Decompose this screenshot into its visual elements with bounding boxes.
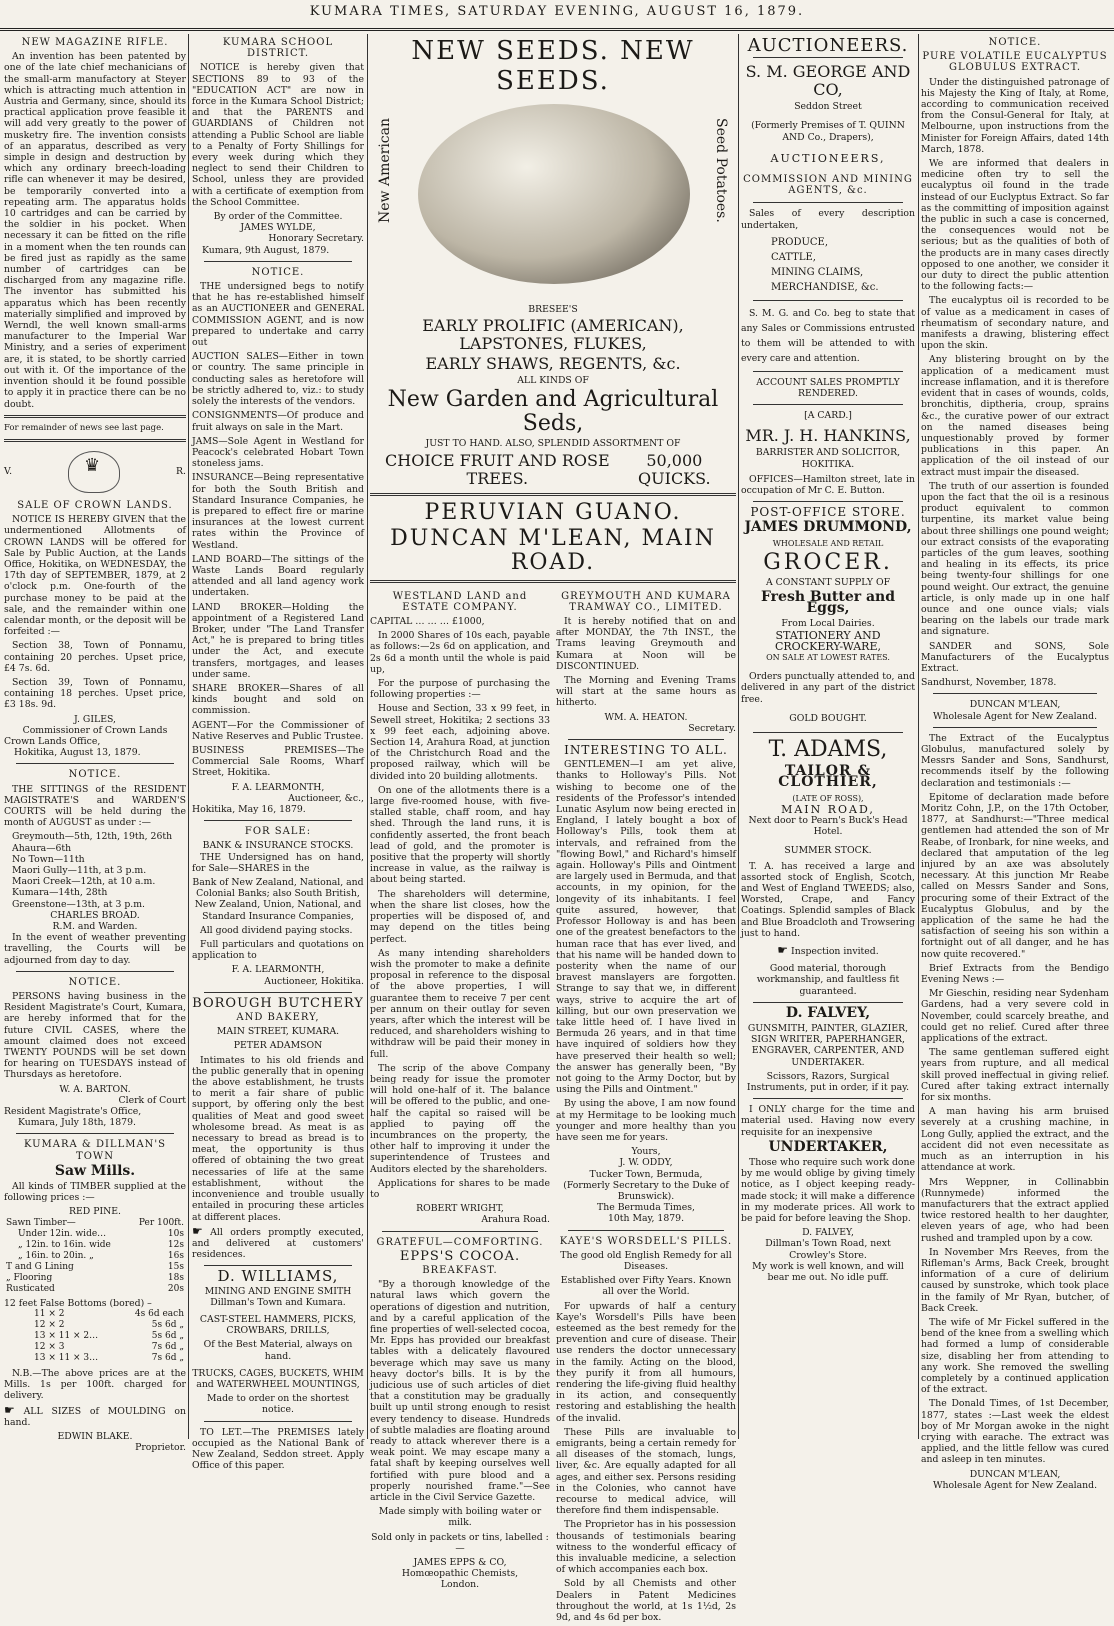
grocer-gold: GOLD BOUGHT. <box>789 712 867 724</box>
mclean-heading: DUNCAN M'LEAN, MAIN ROAD. <box>390 525 716 575</box>
grocer-dairies: From Local Dairies. <box>781 618 875 630</box>
table-cell: „ 12in. to 16in. wide <box>18 1239 111 1250</box>
moulding-text: ALL SIZES of MOULDING on hand. <box>4 1405 186 1428</box>
agent-name: DUNCAN M'LEAN, <box>969 699 1061 711</box>
westland-properties: House and Section, 33 x 99 feet, in Sewell street, Hokitika; 2 sections 33 x 99 feet each, adjoining above. Section 14, Arahura Road, at junction of the Christchurch Road and the proposed railway, which will be divided into 20 building allotments. <box>370 703 550 782</box>
eucalyptus-signature: SANDER and SONS, Sole Manufacturers of the Eucalyptus Extract. <box>921 640 1109 674</box>
school-heading: KUMARA SCHOOL DISTRICT. <box>222 37 334 60</box>
table-cell: „ Flooring <box>6 1272 53 1283</box>
column-rule <box>367 34 368 1439</box>
agent-item: BUSINESS PREMISES—The Commercial Sale Rooms, Wharf Street, Hokitika. <box>192 744 364 779</box>
signature-place: Tucker Town, Bermuda, <box>589 1168 703 1180</box>
divider <box>753 404 903 405</box>
tailor-late: (LATE OF ROSS), <box>792 793 864 803</box>
tramway-body: The Morning and Evening Trams will start at the same hours as hitherto. <box>556 675 736 709</box>
table-cell: 18s <box>167 1272 184 1283</box>
sawmill-subhead: RED PINE. <box>69 1206 121 1218</box>
table-cell: 11 × 2 <box>34 1308 65 1319</box>
signature: F. A. LEARMONTH, <box>231 964 325 976</box>
account-sales: ACCOUNT SALES PROMPTLY RENDERED. <box>756 376 900 400</box>
table-row <box>4 1342 186 1353</box>
signature: J. GILES, <box>74 713 116 725</box>
eucalyptus-paragraph: In November Mrs Reeves, from the Rifleman's Arms, Back Creek, brought information of a cure of delirium caused by sunstroke, which took place in the family of Mr Ryan, butcher, of Back Creek. <box>921 1246 1109 1314</box>
grocer-stationery: STATIONERY AND CROCKERY-WARE, <box>774 628 881 653</box>
eucalyptus-paragraph: The truth of our assertion is founded upon the fact that the oil is a resinous product equivalent to common turpentine, its market value being about three shillings one pound weight; our extract consists of the evaporating particles of the gum leaves, soothing and healing in its effects, its price being twenty-four shillings for one pound weight. Our extract, the genuine article, is only made up in one half ounce and one ounce vials; vials bearing on the labels our trade mark and signature. <box>921 480 1109 638</box>
divider <box>753 732 903 733</box>
tramway-body: It is hereby notified that on and after MONDAY, the 7th INST., the Trams leaving Greymouth and Kumara at Noon will be DISCONTINUED. <box>556 616 736 672</box>
seeds-fruit-trees: CHOICE FRUIT AND ROSE TREES. <box>385 450 610 488</box>
agent-item: INSURANCE—Being representative for both the South British and Standard Insurance Companies, he is prepared to effect fire or marine insurances at the lowest current rates within the Province of Westland. <box>192 472 364 551</box>
smith-items-note: Made to order on the shortest notice. <box>207 1393 349 1416</box>
divider <box>753 300 903 301</box>
table-row <box>4 1240 186 1251</box>
forsale-body: THE Undersigned has on hand, for Sale—SHARES in the <box>192 851 364 874</box>
auctioneer-list <box>771 235 915 295</box>
seeds-left-label: New American <box>377 118 393 224</box>
vr-r: R. <box>176 466 186 478</box>
westland-paragraph: The scrip of the above Company being ready for issue the promoter will hold one-half of it. The balance will be offered to the public, and one-half the capital so raised will be applied to paying off the incumbrances on the property, the other half to improving it under the superintendence of Trustees and Auditors elected by the shareholders. <box>370 1062 550 1175</box>
auctioneer-sales: Sales of every description undertaken, <box>741 208 915 231</box>
remainder-note: For remainder of news see last page. <box>4 422 164 433</box>
sawmill-heading: KUMARA & DILLMAN'S TOWN <box>23 1139 167 1162</box>
divider <box>382 1231 538 1232</box>
butchery-address: MAIN STREET, KUMARA. <box>216 1026 340 1038</box>
table-cell: 5s 6d „ <box>151 1330 184 1341</box>
crown-lands-heading: SALE OF CROWN LANDS. <box>17 499 173 511</box>
interesting-heading: INTERESTING TO ALL. <box>564 743 728 758</box>
table-row <box>4 1251 186 1262</box>
signature-title: Clerk of Court <box>118 1094 186 1106</box>
tailor-name: T. ADAMS, <box>768 737 888 763</box>
seeds-heading: NEW SEEDS. NEW SEEDS. <box>411 36 695 96</box>
divider <box>753 501 903 502</box>
price-table <box>4 1218 186 1295</box>
vr-v: V. <box>4 466 13 478</box>
butchery-subheading: AND BAKERY, <box>236 1012 320 1024</box>
signature-title: R.M. and Warden. <box>52 921 138 933</box>
tailor-road: MAIN ROAD, <box>781 802 875 816</box>
auctioneer-note: S. M. G. and Co. beg to state that any Sales or Commissions entrusted to them will be attended to with every care and attention. <box>741 307 915 364</box>
falvey-undertaker: UNDERTAKER, <box>768 1138 888 1155</box>
eucalyptus-paragraph: The Extract of the Eucalyptus Globulus, manufactured solely by Messrs Sander and Sons, Sandhurst, recommends itself by the following declaration and testimonials :— <box>921 732 1109 789</box>
smith-items: CAST-STEEL HAMMERS, PICKS, CROWBARS, DRILLS, <box>199 1313 357 1337</box>
seeds-line: JUST TO HAND. ALSO, SPLENDID ASSORTMENT OF <box>425 438 681 450</box>
signature-title: Secretary. <box>688 722 736 734</box>
westland-paragraph: On one of the allotments there is a large five-roomed house, with five-stalled stable, chaff room, and hay shed. Through the land runs, it is confidently asserted, the front beach lead of gold, and the promoter is positive that the property will shortly increase in value, as the railway is about being started. <box>370 784 550 886</box>
divider <box>568 1230 724 1231</box>
butchery-owner: PETER ADAMSON <box>233 1040 323 1052</box>
signature-title: Auctioneer, &c., <box>288 792 364 804</box>
solicitor-title: BARRISTER AND SOLICITOR, <box>755 447 901 459</box>
falvey-body: Those who require such work done by me would oblige by giving timely notice, as I object keeping ready-made stock; it will make a difference in my moderate prices. All work to be paid for before leaving the Shop. <box>741 1156 915 1224</box>
sawmill-title: Saw Mills. <box>54 1162 136 1179</box>
tramway-and-pills-ads <box>556 588 736 1626</box>
smith-subheading: MINING AND ENGINE SMITH <box>204 1285 352 1297</box>
forsale-list: Bank of New Zealand, National, and Colonial Banks; also South British, New Zealand, Union, National, and Standard Insurance Companies, <box>192 877 364 922</box>
divider <box>753 1098 903 1099</box>
seeds-quicks: 50,000 QUICKS. <box>638 450 711 488</box>
auctioneer-role: COMMISSION AND MINING AGENTS, &c. <box>743 174 913 197</box>
signature-title: Homœopathic Chemists, <box>401 1568 519 1580</box>
epps-tagline: GRATEFUL—COMFORTING. <box>376 1236 544 1248</box>
kaye-paragraph: For upwards of half a century Kaye's Worsdell's Pills have been esteemed as the best remedy for the prevention and cure of disease. Their use renders the doctor unnecessary in the family. Acting on the blood, they purify it from all humours, rendering the life-giving fluid healthy in its action, and consequently restoring and establishing the health of the invalid. <box>556 1300 736 1424</box>
divider <box>4 415 186 418</box>
notice-footnote: In the event of weather preventing travelling, the Courts will be adjourned from day to day. <box>4 932 186 966</box>
auctioneer-street: Seddon Street <box>794 101 862 113</box>
rifle-article: An invention has been patented by one of the late chief mechanicians of the small-arm manufactory at Steyer which is attracting much attention in Austria and Germany, since, should its practical application prove feasible it will add very greatly to the power of musketry fire. The invention consists of an apparatus, described as very simple in design and destruction by which any ordinary breech-loading rifle can whenever it may be desired, be temporarily converted into a repeating arm. The apparatus holds 10 cartridges and can be carried by the soldier in his pocket. When necessary it can be fitted on the rifle in a moment when the ten rounds can be fired just as rapidly as the same number of cartridges can be discharged from any magazine rifle. The inventor has submitted his apparatus which has been recently materially simplified and improved by Werndl, the well known small-arms manufacturer to the Imperial War Ministry, and a series of experiment are, it is stated, to be shortly carried out with it. Of the importance of the invention should it be found possible to apply it in practice there can be no doubt. <box>4 51 186 410</box>
card-label: [A CARD.] <box>804 410 852 422</box>
butchery-heading: BOROUGH BUTCHERY <box>192 995 364 1011</box>
signature: D. FALVEY, <box>802 1227 854 1239</box>
seeds-right-label: Seed Potatoes. <box>713 118 729 223</box>
signature: EDWIN BLAKE. <box>57 1430 133 1442</box>
signature: W. A. BARTON. <box>59 1083 131 1095</box>
epps-heading: EPPS'S COCOA. <box>399 1248 521 1264</box>
price-table <box>4 1309 186 1364</box>
signature: JAMES WYLDE, <box>240 222 316 234</box>
school-body: NOTICE is hereby given that SECTIONS 89 to 93 of the "EDUCATION ACT" are now in force in the Kumara School District; and that the PARENTS and GUARDIANS of Children not attending a Public School are liable to a Penalty of Forty Shillings for every week during which they neglect to send their Children to School, unless they are provided with a certificate of exemption from the School Committee. <box>192 62 364 208</box>
table-cell: 12s <box>167 1239 184 1250</box>
to-let-notice: TO LET.—The PREMISES lately occupied as the National Bank of New Zealand, Seddon street. Apply Office of this paper. <box>192 1426 364 1472</box>
column-3 <box>370 34 736 1624</box>
tailor-inspection <box>741 942 915 957</box>
signature-office: Crown Lands Office, <box>4 735 101 747</box>
list-item: Ahaura—6th <box>12 842 72 854</box>
grocer-butter: Fresh Butter and Eggs, <box>760 589 896 617</box>
table-row <box>4 1331 186 1342</box>
list-item: PRODUCE, <box>771 236 829 248</box>
westland-paragraph: As many intending shareholders wish the promoter to make a definite proposal in reference to the disposal of the above properties, I will guarantee them to receive 7 per cent per annum on their outlay for seven years, after which the interest will be reduced, and shareholders wishing to withdraw will be paid their money in full. <box>370 947 550 1060</box>
divider <box>753 202 903 203</box>
divider <box>753 371 903 372</box>
eucalyptus-paragraph: Under the distinguished patronage of his Majesty the King of Italy, at Rome, according to communication received from the Consul-General for Italy, at Melbourne, upon instructions from the Minister for Foreign Affairs, dated 14th March, 1878. <box>921 76 1109 155</box>
eucalyptus-paragraph: The same gentleman suffered eight years from rupture, and all medical skill proved ineffectual in giving relief. Cured after taking extract internally for six months. <box>921 1047 1109 1104</box>
agent-title: Wholesale Agent for New Zealand. <box>932 1479 1098 1491</box>
list-item: CATTLE, <box>771 251 816 263</box>
eucalyptus-paragraph: Epitome of declaration made before Moritz Cohn, J.P., on the 17th October, 1877, at Sandhurst:—"Three medical gentlemen had attended the son of Mr Reabe, of Ironbark, for nine weeks, and declared that amputation of the leg injured by an axe was absolutely necessary. At this junction Mr Reabe called on Messrs Sander and Sons, procuring some of their Extract of the Eucalyptus Globulus, and by the application of the same he had the satisfaction of seeing his son within a fortnight out of all danger, and he has now quite recovered." <box>921 791 1109 960</box>
grocer-name: JAMES DRUMMOND, <box>744 519 912 536</box>
kaye-paragraph: These Pills are invaluable to emigrants, being a certain remedy for all diseases of the stomach, lungs, liver, &c. Are equally adapted for all ages, and either sex. Persons residing in the Colonies, who cannot have recourse to medical advice, will therefore find them indispensable. <box>556 1426 736 1517</box>
two-column-block <box>370 588 736 1626</box>
list-item: No Town—11th <box>12 853 85 865</box>
crown-section-39: Section 39, Town of Ponnamu, containing 18 perches. Upset price, £3 18s. 9d. <box>4 676 186 711</box>
seeds-line: New Garden and Agricultural Seds, <box>387 387 719 437</box>
agent-title: Wholesale Agent for New Zealand. <box>932 710 1098 722</box>
column-5 <box>921 34 1109 1491</box>
signature-date: Hokitika, August 13, 1879. <box>14 747 141 759</box>
notice-body: THE SITTINGS of the RESIDENT MAGISTRATE'S and WARDEN'S COURTS will be held during the month of AUGUST as under :— <box>4 783 186 829</box>
notice-heading: NOTICE. <box>68 976 122 988</box>
pointing-hand-icon: ☛ <box>777 942 789 957</box>
sawmill-note: N.B.—The above prices are at the Mills. 1s per 100ft. charged for delivery. <box>4 1367 186 1402</box>
smith-items: TRUCKS, CAGES, BUCKETS, WHIM and WATERWHEEL MOUNTINGS, <box>192 1367 364 1390</box>
potato-icon <box>418 104 690 284</box>
signature: ROBERT WRIGHT, <box>416 1203 504 1215</box>
divider <box>16 763 174 764</box>
table-cell: 13 × 11 × 3… <box>34 1352 99 1363</box>
westland-heading: WESTLAND LAND and ESTATE COMPANY. <box>392 590 528 613</box>
table-cell: Per 100ft. <box>138 1217 184 1228</box>
column-4 <box>741 34 915 1439</box>
agent-item: AUCTION SALES—Either in town or country. The same principle in conducting sales as heretofore will be strictly adhered to, viz.: to study solely the interests of the vendors. <box>192 351 364 408</box>
forsale-heading: FOR SALE: <box>244 826 312 838</box>
tailor-next: Next door to Pearn's Buck's Head Hotel. <box>748 814 908 838</box>
table-cell: Rusticated <box>6 1283 55 1294</box>
signature-line: By order of the Committee. <box>213 211 343 223</box>
eucalyptus-paragraph: The wife of Mr Fickel suffered in the bend of the knee from a swelling which had formed a lump of considerable size, disabling her from attending to any work. She removed the swelling completely by a continued application of the extract. <box>921 1316 1109 1396</box>
eucalyptus-paragraph: Mrs Weppner, in Collinabbin (Runnymede) informed the manufacturers that the extract applied twice restored health to her daughter, eleven years of age, who had been rushed and trampled upon by a cow. <box>921 1176 1109 1244</box>
divider <box>204 820 352 821</box>
westland-paragraph: Applications for shares to be made to <box>370 1177 550 1200</box>
epps-subheading: BREAKFAST. <box>422 1264 498 1276</box>
divider <box>204 992 352 993</box>
tailor-summer: SUMMER STOCK. <box>784 845 872 857</box>
interesting-body: GENTLEMEN—I am yet alive, thanks to Holloway's Pills. Not wishing to become one of the residents of the Professor's intended Lunatic Asylum now being erected in England, I lately bought a box of Holloway's Pills, took them at intervals, and refrained from the "flowing Bowl," and Richard's himself again. Holloway's Pills and Ointment are largely used in Bermuda, and that accounts, in my opinion, for the longevity of its inhabitants. I feel quite assured, however, that Professor Holloway is and has been one of the greatest benefactors to the human race that has ever lived, and that his name will be handed down to posterity when the name of our bravest manslayers are forgotten. Strange to say that we, in different ways, strive to acquire the art of killing, but our own preservation we take little heed of. I have lived in Bermuda 26 years, and in that time have inquired of soldiers how they have preserved their health so well; the answer has generally been, "By not going to the Army Doctor, but by using the Pills and Ointment." <box>556 759 736 1096</box>
table-cell: 16s <box>167 1250 184 1261</box>
signature-title: Arahura Road. <box>481 1214 550 1226</box>
notice-heading: NOTICE. <box>251 266 305 278</box>
falvey-footer: My work is well known, and will bear me out. No idle puff. <box>752 1260 904 1284</box>
signature: WM. A. HEATON. <box>604 711 688 723</box>
divider <box>933 727 1097 728</box>
divider <box>204 261 352 262</box>
butchery-footer-text: All orders promptly executed, and delivered at customers' residences. <box>192 1226 364 1261</box>
signature-date: 10th May, 1879. <box>607 1213 685 1225</box>
table-cell: 20s <box>167 1283 184 1294</box>
table-row <box>4 1284 186 1295</box>
signature-source: The Bermuda Times, <box>597 1202 695 1214</box>
signature-line: Yours, <box>631 1146 661 1158</box>
divider <box>204 1265 352 1266</box>
table-cell: 7s 6d „ <box>151 1341 184 1352</box>
pointing-hand-icon: ☛ <box>192 1223 203 1238</box>
column-rule <box>738 34 739 1439</box>
auctioneer-role: AUCTIONEERS, <box>770 151 886 165</box>
butchery-body: Intimates to his old friends and the public generally that in opening the above establishment, he trusts to merit a fair share of public support, by offering only the best qualities of Meat and good sweet wholesome bread. As meat is as necessary to bread as bread is to meat, the opportunity is thus offered of obtaining the two great necessaries of life at the same establishment, without the inconvenience and trouble usually entailed in procuring these articles at different places. <box>192 1054 364 1223</box>
tailor-trade: TAILOR & CLOTHIER, <box>778 763 878 791</box>
sittings-list <box>4 831 186 909</box>
signature-title: Proprietor. <box>135 1442 186 1454</box>
column-rule <box>188 34 189 1439</box>
westland-paragraph: The shareholders will determine, when the share list closes, how the properties will be disposed of, and may depend on the titles being perfect. <box>370 888 550 945</box>
sawmill-intro: All kinds of TIMBER supplied at the following prices :— <box>4 1181 186 1204</box>
crown-section-38: Section 38, Town of Ponnamu, containing 20 perches. Upset price, £4 7s. 6d. <box>4 640 186 674</box>
table-cell: 12 × 2 <box>34 1319 65 1330</box>
smith-location: Dillman's Town and Kumara. <box>210 1296 346 1308</box>
solicitor-offices: OFFICES—Hamilton street, late in occupation of Mr C. E. Button. <box>741 473 915 497</box>
list-item: MERCHANDISE, &c. <box>771 281 879 293</box>
agent-item: LAND BOARD—The sittings of the Waste Lands Board regularly attended and all land agency work undertaken. <box>192 553 364 599</box>
notice-body: PERSONS having business in the Resident Magistrate's Court, Kumara, are hereby informed that for the future CIVIL CASES, where the amount claimed does not exceed TWENTY POUNDS will be set down for hearing on TUESDAYS instead of Thursdays as heretofore. <box>4 991 186 1081</box>
kaye-established: Established over Fifty Years. Known all over the World. <box>560 1275 732 1298</box>
divider <box>16 1133 174 1134</box>
divider <box>933 693 1097 694</box>
westland-body: In 2000 Shares of 10s each, payable as follows:—2s 6d on application, and 2s 6d a month until the whole is paid up, <box>370 630 550 675</box>
eucalyptus-heading: PURE VOLATILE EUCALYPTUS GLOBULUS EXTRACT. <box>922 51 1108 74</box>
masthead: KUMARA TIMES, SATURDAY EVENING, AUGUST 16, 1879. <box>0 0 1114 31</box>
seed-potato-illustration <box>376 98 730 298</box>
westland-purpose: For the purpose of purchasing the following properties :— <box>370 678 550 701</box>
westland-ad <box>370 588 550 1626</box>
divider <box>4 439 186 442</box>
list-item: Greenstone—13th, at 3 p.m. <box>12 898 145 910</box>
table-row <box>4 1218 186 1229</box>
table-cell: 4s 6d each <box>134 1308 184 1319</box>
crown-lands-body: NOTICE IS HEREBY GIVEN that the undermentioned Allotments of CROWN LANDS will be offered for Sale by Public Auction, at the Lands Office, Hokitika, on WEDNESDAY, the 17th day of SEPTEMBER, 1879, at 2 o'clock p.m. One-fourth of the purchase money to be paid at the sale, and the remainder within one calendar month, or the deposit will be forfeited :— <box>4 514 186 638</box>
signature: F. A. LEARMONTH, <box>231 781 325 793</box>
divider <box>370 580 736 583</box>
signature-title: (Formerly Secretary to the Duke of Brunswick). <box>563 1179 729 1202</box>
table-row <box>4 1273 186 1284</box>
signature: J. W. ODDY, <box>619 1157 673 1169</box>
table-cell: 5s 6d „ <box>151 1319 184 1330</box>
grocer-trade: WHOLESALE AND RETAIL <box>772 538 884 548</box>
signature: JAMES EPPS & CO, <box>413 1557 507 1569</box>
auctioneers-heading: AUCTIONEERS. <box>747 35 909 56</box>
epps-sold: Sold only in packets or tins, labelled :— <box>371 1531 549 1554</box>
eucalyptus-paragraph: Any blistering brought on by the application of a medicament must increase inflamation, and it is therefore evident that in cases of wounds, colds, bronchitis, diptheria, croup, sprains &c., the curative power of our extract on the named diseases being unquestionably proved by former publications in this paper. An application of the oil instead of our extract must impair the diseased. <box>921 354 1109 478</box>
column-2 <box>192 34 364 1472</box>
grocer-orders: Orders punctually attended to, and delivered in any part of the district free. <box>741 671 915 705</box>
table-row <box>4 1320 186 1331</box>
auctioneer-name: S. M. GEORGE AND CO, <box>745 62 911 100</box>
guano-heading: PERUVIAN GUANO. <box>424 499 682 525</box>
falvey-name: D. FALVEY, <box>785 1004 871 1021</box>
signature-date: Kumara, July 18th, 1879. <box>18 1117 136 1129</box>
agent-item: JAMS—Sole Agent in Westland for Peacock's celebrated Hobart Town stoneless jams. <box>192 435 364 470</box>
forsale-subheading: BANK & INSURANCE STOCKS. <box>202 840 354 852</box>
column-1 <box>4 34 186 1454</box>
auctioneer-former: (Formerly Premises of T. QUINN AND Co., Drapers), <box>751 120 905 143</box>
signature: CHARLES BROAD. <box>50 909 140 921</box>
royal-crest-icon <box>68 451 120 493</box>
grocer-heading: GROCER. <box>763 549 893 575</box>
signature-date: Hokitika, May 16, 1879. <box>192 804 306 815</box>
eucalyptus-paragraph: The Donald Times, of 1st December, 1877, states :—Last week the eldest boy of Mr Morgan awoke in the night crying with earache. The extract was applied, and the little fellow was cured and asleep in ten minutes. <box>921 1398 1109 1466</box>
list-item: Maori Gully—11th, at 3 p.m. <box>12 865 147 876</box>
kaye-paragraph: Sold by all Chemists and other Dealers in Patent Medicines throughout the world, at 1s 1½d, 2s 9d, and 4s 6d per box. <box>556 1578 736 1624</box>
butchery-footer <box>192 1223 364 1261</box>
falvey-trades: GUNSMITH, PAINTER, GLAZIER, SIGN WRITER, PAPERHANGER, ENGRAVER, CARPENTER, AND UNDERTAKER. <box>747 1022 909 1068</box>
signature-address: Dillman's Town Road, next Crowley's Store. <box>765 1238 891 1261</box>
table-cell: 13 × 11 × 2… <box>34 1330 99 1341</box>
divider <box>753 1002 903 1003</box>
seeds-line: EARLY PROLIFIC (AMERICAN), LAPSTONES, FLUKES, <box>422 316 684 354</box>
table-row <box>4 1309 186 1320</box>
list-item: Maori Creek—12th, at 10 a.m. <box>12 876 156 888</box>
seeds-line: BRESEE'S <box>528 304 578 315</box>
post-office-heading: POST-OFFICE STORE. <box>750 505 906 520</box>
divider <box>204 1421 352 1422</box>
grocer-supply: A CONSTANT SUPPLY OF <box>765 576 891 588</box>
tailor-body: T. A. has received a large and assorted stock of English, Scotch, and West of England TWEEDS; also, Worsted, Crape, and Fancy Coatings. Splendid samples of Black and Blue Broadcloth and Trowsering just to hand. <box>741 860 915 939</box>
table-row <box>4 1262 186 1273</box>
eucalyptus-paragraph: The eucalyptus oil is recorded to be of value as a medicament in cases of rheumatism of secondary nature, and manifests a drawing, blistering effect upon the skin. <box>921 295 1109 352</box>
eucalyptus-paragraph: Mr Gieschin, residing near Sydenham Gardens, had a very severe cold in November, could scarcely breathe, and could get no relief. Cured after three applications of the extract. <box>921 988 1109 1045</box>
eucalyptus-paragraph: A man having his arm bruised severely at a crushing machine, in Long Gully, applied the extract, and the accident did not even necessitate as much as an interruption in his attendance at work. <box>921 1106 1109 1174</box>
column-rule <box>918 34 919 1439</box>
divider <box>16 971 174 972</box>
table-cell: 12 × 3 <box>34 1341 65 1352</box>
table-cell: Under 12in. wide… <box>18 1228 107 1239</box>
eucalyptus-date: Sandhurst, November, 1878. <box>921 677 1057 689</box>
signature-title: Auctioneer, Hokitika. <box>264 975 364 987</box>
notice-heading: NOTICE. <box>988 37 1042 48</box>
epps-body: "By a thorough knowledge of the natural laws which govern the operations of digestion and nutrition, and by a careful application of the fine properties of well-selected cocoa, Mr. Epps has provided our breakfast tables with a delicately flavoured beverage which may save us many heavy doctor's bills. It is by the judicious use of such articles of diet that a constitution may be gradually built up until strong enough to resist every tendency to disease. Hundreds of subtle maladies are floating around ready to attack wherever there is a weak point. We may escape many a fatal shaft by keeping ourselves well fortified with pure blood and a properly nourished frame."—See article in the Civil Service Gazette. <box>370 1279 550 1504</box>
signature-place: London. <box>440 1579 480 1591</box>
epps-made: Made simply with boiling water or milk. <box>378 1506 542 1529</box>
pointing-hand-icon: ☛ <box>4 1402 15 1417</box>
smith-heading: D. WILLIAMS, <box>217 1267 339 1286</box>
interesting-body: By using the above, I am now found at my Hermitage to be looking much younger and more healthy than you have seen me for years. <box>556 1098 736 1143</box>
table-cell: 7s 6d „ <box>151 1352 184 1363</box>
forsale-particulars: Full particulars and quotations on application to <box>192 939 364 962</box>
divider <box>568 739 724 740</box>
table-cell: 15s <box>167 1261 184 1272</box>
agent-item: CONSIGNMENTS—Of produce and fruit always on sale in the Mart. <box>192 410 364 433</box>
table-cell: „ 16in. to 20in. „ <box>18 1250 94 1261</box>
table-cell: Sawn Timber— <box>6 1217 76 1228</box>
table-cell: 10s <box>167 1228 184 1239</box>
seeds-line: EARLY SHAWS, REGENTS, &c. <box>425 354 681 374</box>
table-row <box>4 1353 186 1364</box>
kaye-tagline: The good old English Remedy for all Diseases. <box>560 1249 732 1272</box>
forsale-dividend: All good dividend paying stocks. <box>200 924 353 936</box>
divider <box>370 493 736 496</box>
agent-name: DUNCAN M'LEAN, <box>969 1468 1061 1480</box>
list-item: Kumara—14th, 28th <box>12 887 108 899</box>
signature-title: Commissioner of Crown Lands <box>22 724 168 736</box>
kaye-paragraph: The Proprietor has in his possession thousands of testimonials bearing witness to the wonderful efficacy of this invaluable medicine, a selection of which accompanies each box. <box>556 1519 736 1576</box>
seeds-line <box>370 452 736 488</box>
table-row <box>4 1229 186 1240</box>
sawmill-moulding <box>4 1402 186 1428</box>
rifle-heading: NEW MAGAZINE RIFLE. <box>21 37 169 48</box>
signature-office: Resident Magistrate's Office, <box>4 1106 142 1118</box>
agent-item: AGENT—For the Commissioner of Native Reserves and Public Trustee. <box>192 719 364 742</box>
agent-item: LAND BROKER—Holding the appointment of a Registered Land Broker, under "The Land Transfer Act," he is prepared to bring titles under the Act, and execute transfers, mortgages, and leases under same. <box>192 601 364 680</box>
falvey-only: I ONLY charge for the time and material used. Having now every requisite for an inexpensive <box>741 1104 915 1138</box>
grocer-rates: ON SALE AT LOWEST RATES. <box>766 653 890 663</box>
eucalyptus-paragraph: Brief Extracts from the Bendigo Evening News :— <box>921 962 1109 986</box>
signature-date: Kumara, 9th August, 1879. <box>202 244 330 256</box>
table-cell: T and G Lining <box>6 1261 74 1272</box>
seeds-line: ALL KINDS OF <box>517 375 589 387</box>
falvey-instruments: Scissors, Razors, Surgical Instruments, put in order, if it pay. <box>746 1070 910 1093</box>
kaye-heading: KAYE'S WORSDELL'S PILLS. <box>559 1235 733 1247</box>
signature-title: Honorary Secretary. <box>268 233 364 245</box>
agent-body: THE undersigned begs to notify that he has re-established himself as an AUCTIONEER and GENERAL COMMISSION AGENT, and is now prepared to undertake and carry out <box>192 281 364 349</box>
westland-capital: CAPITAL … … … £1000, <box>370 616 485 628</box>
divider <box>753 57 903 58</box>
solicitor-town: HOKITIKA. <box>801 458 855 470</box>
tailor-inspection-text: Inspection invited. <box>791 945 879 957</box>
list-item: Greymouth—5th, 12th, 19th, 26th <box>12 831 173 843</box>
notice-heading: NOTICE. <box>68 769 122 781</box>
sawmill-bottoms-label: 12 feet False Bottoms (bored) – <box>4 1297 152 1309</box>
agent-item: SHARE BROKER—Shares of all kinds bought and sold on commission. <box>192 682 364 717</box>
eucalyptus-paragraph: We are informed that dealers in medicine often try to sell the eucalyptus oil found in the trade instead of our Euclyptus Extract. So far as the committing of imposition against the public in such a case is concerned, the consequences would not be serious; but as the qualities of both of the products are in many cases directly opposed to one another, we consider it our duty to direct the public attention to the following facts:— <box>921 158 1109 293</box>
list-item: MINING CLAIMS, <box>771 266 864 278</box>
tramway-heading: GREYMOUTH AND KUMARA TRAMWAY CO., LIMITED. <box>561 590 731 613</box>
tailor-guarantee: Good material, thorough workmanship, and faultless fit guaranteed. <box>756 963 900 997</box>
solicitor-name: MR. J. H. HANKINS, <box>745 426 911 446</box>
smith-items-note: Of the Best Material, always on hand. <box>203 1339 353 1362</box>
